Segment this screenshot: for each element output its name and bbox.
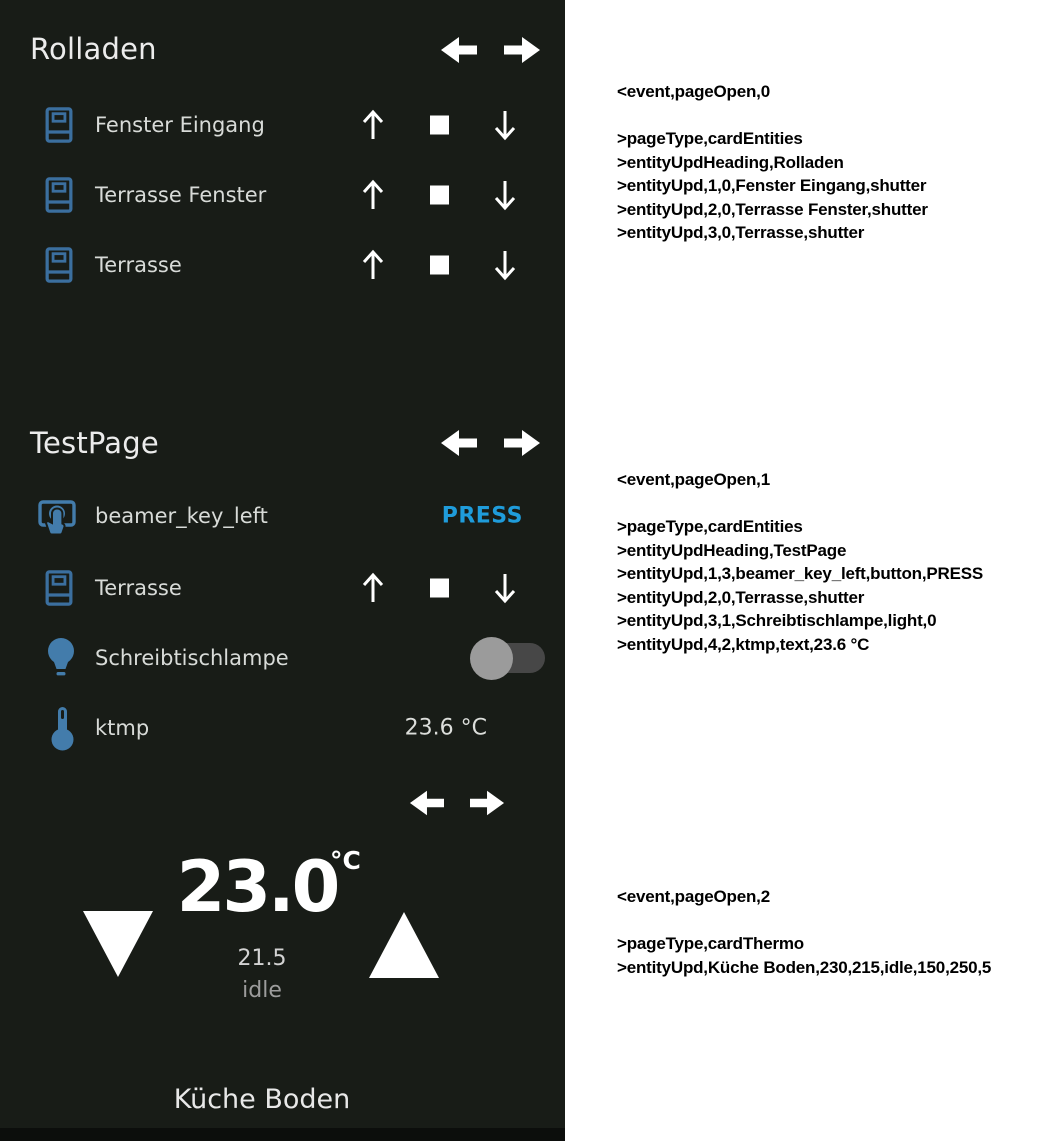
- log-event-line: <event,pageOpen,0: [617, 82, 770, 101]
- log-line: >pageType,cardEntities: [617, 129, 803, 148]
- shutter-stop-button[interactable]: [430, 116, 449, 135]
- temperature-unit: °C: [330, 846, 361, 875]
- shutter-down-button[interactable]: [492, 248, 518, 282]
- entity-label: Schreibtischlampe: [95, 646, 289, 670]
- entity-row: [0, 562, 565, 614]
- shutter-down-button[interactable]: [492, 108, 518, 142]
- entity-label: Terrasse Fenster: [95, 183, 267, 207]
- page-next-arrow-icon[interactable]: [470, 788, 505, 818]
- page-next-arrow-icon[interactable]: [504, 36, 541, 64]
- entity-row: [0, 632, 565, 684]
- entity-label: ktmp: [95, 716, 150, 740]
- log-line: >entityUpdHeading,Rolladen: [617, 152, 844, 172]
- entity-row: [0, 169, 565, 221]
- log-event-line: <event,pageOpen,2: [617, 887, 770, 906]
- panel-bezel: [0, 1128, 565, 1141]
- page-next-arrow-icon[interactable]: [504, 429, 541, 457]
- window-shutter-icon: [45, 176, 73, 214]
- entity-label: Fenster Eingang: [95, 113, 265, 137]
- entity-label: Terrasse: [95, 253, 182, 277]
- shutter-down-button[interactable]: [492, 571, 518, 605]
- protocol-log-block: [617, 885, 991, 979]
- page-title: Rolladen: [30, 32, 157, 66]
- shutter-up-button[interactable]: [360, 108, 386, 142]
- window-shutter-icon: [45, 246, 73, 284]
- page-prev-arrow-icon[interactable]: [409, 788, 444, 818]
- shutter-stop-button[interactable]: [430, 579, 449, 598]
- gesture-tap-button-icon: [38, 495, 76, 537]
- protocol-log-block: [617, 468, 983, 656]
- window-shutter-icon: [45, 569, 73, 607]
- target-temperature: 21.5: [237, 946, 287, 971]
- protocol-log-block: [617, 80, 928, 245]
- log-line: >entityUpd,1,0,Fenster Eingang,shutter: [617, 176, 927, 195]
- shutter-up-button[interactable]: [360, 248, 386, 282]
- light-toggle-switch[interactable]: [475, 643, 545, 673]
- shutter-up-button[interactable]: [360, 178, 386, 212]
- page-prev-arrow-icon[interactable]: [440, 36, 477, 64]
- log-line: >pageType,cardEntities: [617, 517, 803, 536]
- shutter-up-button[interactable]: [360, 571, 386, 605]
- entity-row: [0, 702, 565, 754]
- thermometer-icon: [50, 705, 75, 751]
- log-line: >entityUpd,2,0,Terrasse,shutter: [617, 587, 865, 607]
- entity-label: Terrasse: [95, 576, 182, 600]
- lightbulb-icon: [47, 637, 75, 679]
- window-shutter-icon: [45, 106, 73, 144]
- log-line: >entityUpd,1,3,beamer_key_left,button,PRESS: [617, 564, 983, 583]
- shutter-down-button[interactable]: [492, 178, 518, 212]
- log-line: >entityUpd,Küche Boden,230,215,idle,150,250,5: [617, 957, 992, 977]
- log-line: >entityUpd,4,2,ktmp,text,23.6 °C: [617, 634, 870, 654]
- log-line: >pageType,cardThermo: [617, 934, 804, 953]
- log-event-line: <event,pageOpen,1: [617, 470, 770, 489]
- entity-row: [0, 99, 565, 151]
- log-line: >entityUpd,2,0,Terrasse Fenster,shutter: [617, 199, 928, 219]
- current-temperature: 23.0: [176, 846, 338, 928]
- entity-row: [0, 490, 565, 542]
- log-line: >entityUpd,3,1,Schreibtischlampe,light,0: [617, 611, 937, 630]
- entity-row: [0, 239, 565, 291]
- press-button[interactable]: PRESS: [441, 503, 523, 529]
- temperature-value: 23.6 °C: [404, 715, 487, 741]
- log-line: >entityUpd,3,0,Terrasse,shutter: [617, 223, 865, 242]
- page-title: TestPage: [30, 426, 159, 460]
- shutter-stop-button[interactable]: [430, 186, 449, 205]
- thermostat-title: Küche Boden: [173, 1084, 351, 1115]
- page-prev-arrow-icon[interactable]: [440, 429, 477, 457]
- toggle-knob: [470, 637, 513, 680]
- shutter-stop-button[interactable]: [430, 256, 449, 275]
- hvac-state: idle: [242, 978, 282, 1003]
- log-line: >entityUpdHeading,TestPage: [617, 540, 847, 560]
- entity-label: beamer_key_left: [95, 504, 268, 528]
